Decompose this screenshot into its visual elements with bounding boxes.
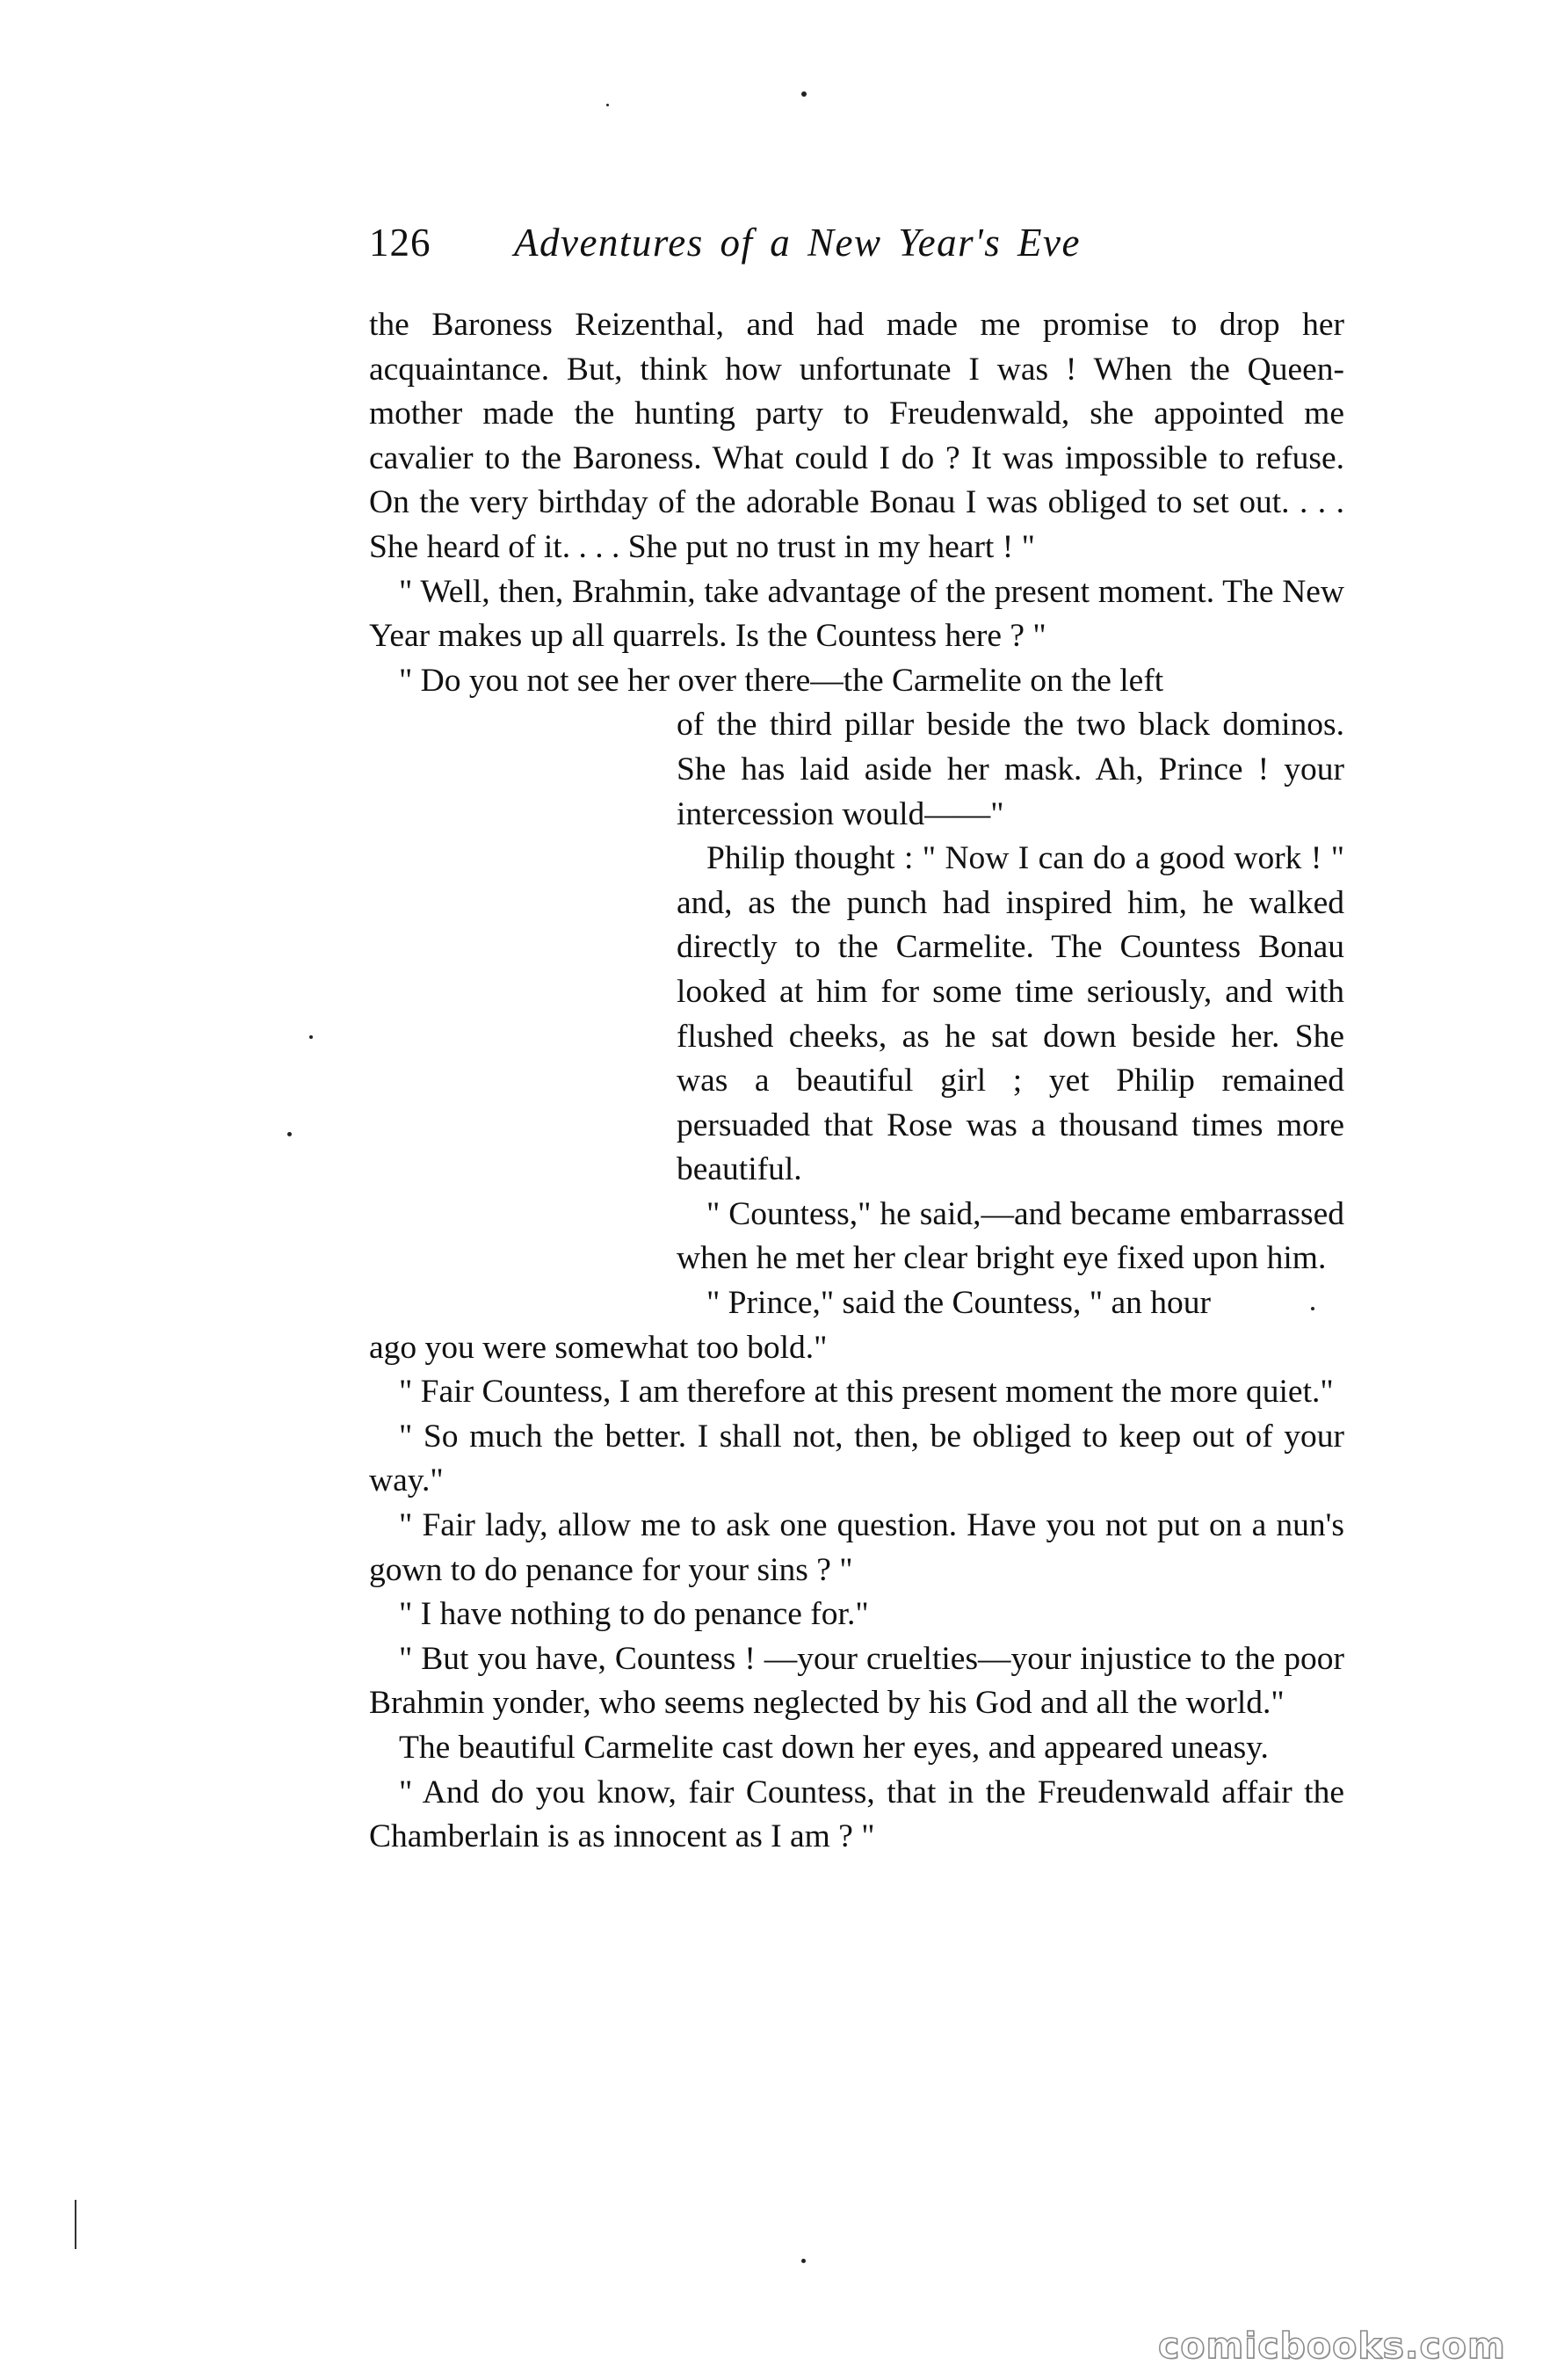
paragraph: ago you were somewhat too bold." [369,1329,828,1366]
paragraph: " But you have, Countess ! —your cruelties—your injustice to the poor Brahmin yonder, who seems neglected by his God and all the world." [369,1640,1344,1722]
paragraph: " So much the better. I shall not, then, be obliged to keep out of your way." [369,1418,1344,1499]
paragraph: " And do you know, fair Countess, that in the Freudenwald affair the Chamberlain is as innocent as I am ? " [369,1774,1344,1855]
paragraph: " I have nothing to do penance for." [399,1596,869,1633]
narrow-text-column [677,703,1344,1325]
illustration-space [369,703,677,1325]
ink-speck [606,104,609,106]
paragraph: The beautiful Carmelite cast down her eyes, and appeared uneasy. [399,1730,1269,1766]
ink-speck [1311,1307,1314,1310]
paragraph: " Well, then, Brahmin, take advantage of the present moment. The New Year makes up all quarrels. Is the Countess here ? " [369,573,1344,655]
ink-speck [801,91,807,97]
paragraph-prince-lead: " Prince," said the Countess, " an hour [706,1285,1211,1322]
paragraph-dominos-lead: " Do you not see her over there—the Carmelite on the left [399,662,1164,699]
ink-speck [287,1132,292,1136]
paragraph: of the third pillar beside the two black dominos. She has laid aside her mask. Ah, Prince ! your intercession would——" [677,707,1344,832]
illustration-space-block [369,703,1344,1325]
body-text [369,303,1344,1860]
paragraph: " Fair lady, allow me to ask one question. Have you not put on a nun's gown to do penance for your sins ? " [369,1507,1344,1588]
ink-speck [309,1035,313,1039]
running-title: Adventures of a New Year's Eve [514,221,1081,265]
ink-speck [801,2259,806,2263]
paragraph: " Countess," he said,—and became embarrassed when he met her clear bright eye fixed upon him. [677,1195,1344,1277]
watermark: comicbooks.com [1158,2325,1506,2367]
page-number: 126 [369,221,431,265]
margin-rule [75,2200,76,2249]
paragraph: the Baroness Reizenthal, and had made me promise to drop her acquaintance. But, think how unfortunate I was ! When the Queen-mother made the hunting party to Freudenwald, she appointed me cavalier to the Baroness. What could I do ? It was impossible to refuse. On the very birthday of the adorable Bonau I was obliged to set out. . . . She heard of it. . . . She put no trust in my heart ! " [369,307,1344,565]
paragraph: Philip thought : " Now I can do a good work ! " and, as the punch had inspired him, he walked directly to the Carmelite. The Countess Bonau looked at him for some time seriously, and with flushed cheeks, as he sat down beside her. She was a beautiful girl ; yet Philip remained persuaded that Rose was a thousand times more beautiful. [677,840,1344,1188]
paragraph: " Fair Countess, I am therefore at this present moment the more quiet." [399,1374,1334,1411]
running-header [369,216,1344,269]
